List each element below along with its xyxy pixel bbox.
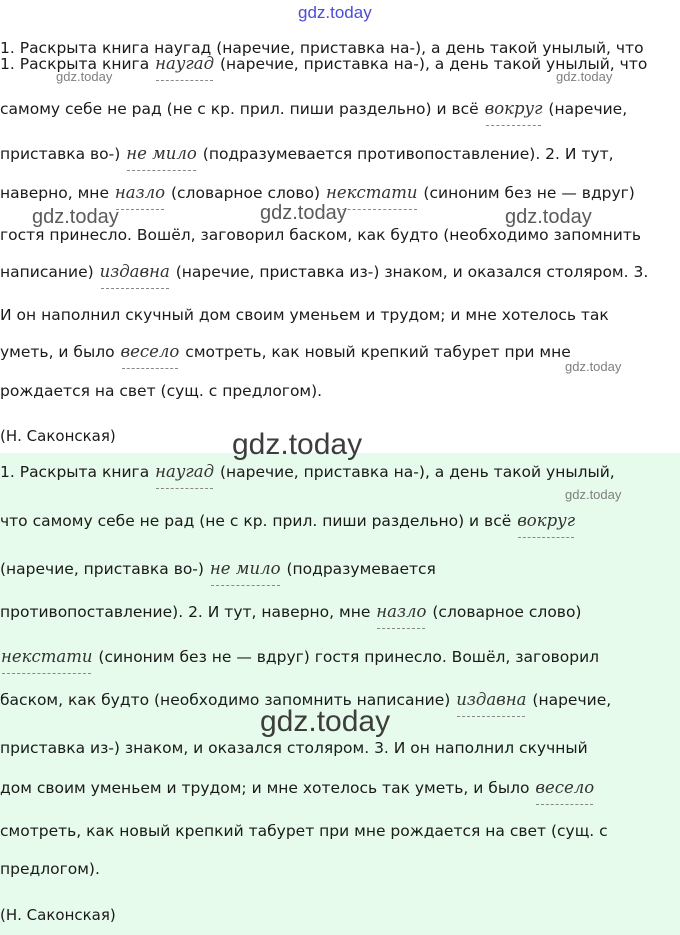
text-line [0,262,648,282]
text-segment: (наречие, приставка во-) [0,560,209,578]
text-line [0,738,588,758]
text-segment: (синоним без не — вдруг) гостя принесло. Вошёл, заговорил [93,648,600,666]
text-line [0,99,627,119]
text-segment: И он наполнил скучный дом своим уменьем и трудом; и мне хотелось так [0,306,609,324]
answer-word: наугад [155,462,215,481]
text-line [0,144,614,164]
answer-word: не мило [126,144,197,163]
answer-word: весело [120,342,180,361]
text-segment: предлогом). [0,860,100,878]
source-1: (Н. Саконская) [0,427,116,445]
text-segment: приставка из-) знаком, и оказался столяром. 3. И он наполнил скучный [0,739,588,757]
text-segment: гостя принесло. Вошёл, заговорил баском, как будто (необходимо запомнить [0,226,641,244]
answer-word: издавна [99,262,170,281]
answer-word: издавна [456,690,527,709]
text-segment: (словарное слово) [166,184,326,202]
watermark: gdz.today [32,206,119,228]
answer-word: некстати [1,647,93,666]
answer-word: наугад [155,54,215,73]
text-segment: (наречие, [543,100,628,118]
text-line [0,821,608,841]
watermark: gdz.today [232,428,363,461]
answer-word: назло [114,183,166,202]
watermark: gdz.today [556,69,613,84]
text-line [0,511,576,531]
text-segment: написание) [0,263,99,281]
watermark-top: gdz.today [298,3,372,22]
watermark: gdz.today [505,206,592,228]
source-2: (Н. Саконская) [0,906,116,924]
text-segment: 1. Раскрыта книга [0,55,155,73]
text-line [0,559,436,579]
answer-word: некстати [326,183,418,202]
text-line [0,462,615,482]
text-segment: что самому себе не рад (не с кр. прил. пиши раздельно) и всё [0,512,517,530]
text-segment: (наречие, [527,691,612,709]
text-segment: (наречие, приставка на-), а день такой унылый, [215,463,615,481]
clipped-top-line: 1. Раскрыта книга наугад (наречие, приставка на-), а день такой унылый, что [0,39,644,57]
watermark: gdz.today [260,705,391,738]
text-segment: самому себе не рад (не с кр. прил. пиши раздельно) и всё [0,100,484,118]
answer-word: вокруг [517,511,576,530]
text-segment: (наречие, приставка на-), а день такой унылый, что [215,55,648,73]
text-segment: противопоставление). 2. И тут, наверно, мне [0,603,376,621]
answer-word: не мило [209,559,281,578]
watermark: gdz.today [56,69,113,84]
text-segment: баском, как будто (необходимо запомнить написание) [0,691,456,709]
answer-word: назло [376,602,427,621]
text-segment: (словарное слово) [427,603,582,621]
text-segment: (синоним без не — вдруг) [418,184,635,202]
answer-word: вокруг [484,99,543,118]
text-line [0,342,571,362]
text-segment: смотреть, как новый крепкий табурет при мне рождается на свет (сущ. с [0,822,608,840]
text-line [0,54,647,74]
text-segment: дом своим уменьем и трудом; и мне хотелось так уметь, и было [0,779,535,797]
text-segment: 1. Раскрыта книга [0,463,155,481]
text-line [0,183,635,203]
text-segment: смотреть, как новый крепкий табурет при мне [180,343,571,361]
text-segment: (подразумевается противопоставление). 2. И тут, [197,145,614,163]
text-line [0,690,611,710]
text-line [0,381,322,401]
text-line [0,778,595,798]
text-line [0,647,599,667]
text-segment: приставка во-) [0,145,126,163]
text-segment: (наречие, приставка из-) знаком, и оказался столяром. 3. [170,263,649,281]
text-line [0,859,100,879]
text-segment: уметь, и было [0,343,120,361]
watermark: gdz.today [260,202,347,224]
text-segment: наверно, мне [0,184,114,202]
text-segment: (подразумевается [281,560,436,578]
text-segment: рождается на свет (сущ. с предлогом). [0,382,323,400]
watermark: gdz.today [565,487,622,502]
text-line [0,602,581,622]
text-line [0,225,641,245]
text-line [0,305,609,325]
watermark: gdz.today [565,359,622,374]
answer-word: весело [535,778,595,797]
